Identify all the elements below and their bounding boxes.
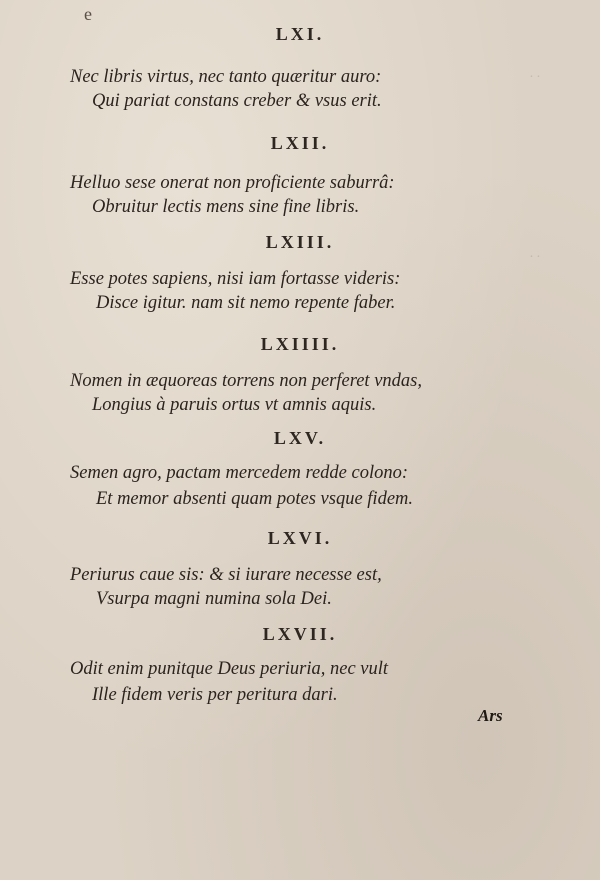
verse-line: Longius à paruis ortus vt amnis aquis. <box>92 395 377 415</box>
show-through: · · <box>529 70 540 85</box>
verse-line: Helluo sese onerat non proficiente saburrâ: <box>70 173 395 193</box>
verse-line: Esse potes sapiens, nisi iam fortasse videris: <box>70 269 401 289</box>
catchword: Ars <box>478 706 503 725</box>
section-number: LXI. <box>275 24 325 44</box>
verse-line: Disce igitur. nam sit nemo repente faber. <box>96 293 396 313</box>
section-number: LXIII. <box>265 232 335 252</box>
section-number: LXVI. <box>267 528 333 548</box>
section-number: LXII. <box>270 133 330 153</box>
verse-line: Obruitur lectis mens sine fine libris. <box>92 197 360 217</box>
show-through: · · <box>529 250 540 265</box>
verse-line: Semen agro, pactam mercedem redde colono: <box>70 463 409 483</box>
section-number: LXV. <box>273 428 327 448</box>
verse-line: Qui pariat constans creber & vsus erit. <box>92 91 382 111</box>
section-number: LXIIII. <box>260 334 340 354</box>
verse-line: Ille fidem veris per peritura dari. <box>92 685 338 705</box>
verse-line: Nomen in æquoreas torrens non perferet vndas, <box>70 371 422 391</box>
verse-line: Vsurpa magni numina sola Dei. <box>96 589 332 609</box>
page-mark: e <box>84 4 92 24</box>
verse-line: Nec libris virtus, nec tanto quæritur auro: <box>70 67 382 87</box>
verse-line: Periurus caue sis: & si iurare necesse est, <box>70 565 382 585</box>
verse-line: Odit enim punitque Deus periuria, nec vult <box>70 659 389 679</box>
verse-line: Et memor absenti quam potes vsque fidem. <box>96 489 414 509</box>
section-number: LXVII. <box>262 624 338 644</box>
